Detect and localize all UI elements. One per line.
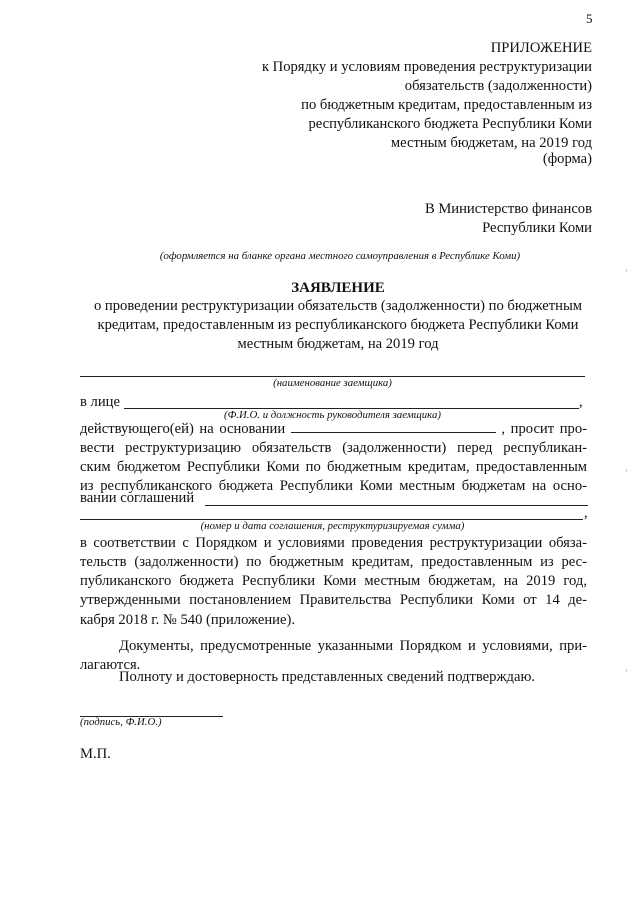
document-subtitle [0,297,640,354]
agreements-line-1[interactable] [205,505,588,506]
appendix-line-3: обязательств (задолженности) [404,78,592,94]
appendix-line-5: республиканского бюджета Республики Коми [308,116,592,132]
seal-label: М.П. [80,746,111,762]
docs-line-2: лагаются. [80,657,141,673]
form-label: (форма) [542,151,592,167]
person-comma: , [579,394,583,410]
signature-caption: (подпись, Ф.И.О.) [80,716,162,728]
docs-line-1: Документы, предусмотренные указанными Порядком и условиями, при- [119,638,587,654]
page-number: 5 [586,11,593,26]
person-prefix: в лице [80,394,120,410]
appendix-header [172,39,592,153]
body2-line-2: тельств (задолженности) по бюджетным кредитам, предоставленным из рес- [80,554,587,570]
body1-line-4: из республиканского бюджета Республики Коми местным бюджетам на осно- [80,478,587,494]
addressee-line-2: Республики Коми [482,220,592,236]
appendix-line-4: по бюджетным кредитам, предоставленным из [301,97,592,113]
addressee [292,200,592,238]
body1-line-5: вании соглашений [80,490,195,506]
body2-line-4: утвержденными постановлением Правительства Республики Коми от 14 де- [80,592,587,608]
agreements-comma: , [584,505,588,521]
body1-line-2: вести реструктуризацию обязательств (задолженности) перед республикан- [80,440,587,456]
body2-line-3: публиканского бюджета Республики Коми местным бюджетам, на 2019 год, [80,573,587,589]
subtitle-line-2: кредитам, предоставленным из республиканского бюджета Республики Коми [97,317,579,333]
body1-line-3: ским бюджетом Республики Коми по бюджетным кредитам, предоставленным [80,459,587,475]
agreement-caption: (номер и дата соглашения, реструктуризируемая сумма) [200,520,465,532]
subtitle-line-3: местным бюджетам, на 2019 год [237,336,439,352]
appendix-line-1: ПРИЛОЖЕНИЕ [490,40,592,56]
appendix-line-6: местным бюджетам, на 2019 год [390,135,592,151]
body2-line-5: кабря 2018 г. № 540 (приложение). [80,612,295,628]
scan-mark: ' [626,268,628,278]
appendix-line-2: к Порядку и условиям проведения реструктуризации [261,59,592,75]
body2-line-1: в соответствии с Порядком и условиями проведения реструктуризации обяза- [80,535,587,551]
subtitle-line-1: о проведении реструктуризации обязательств (задолженности) по бюджетным [93,298,583,314]
scan-mark: ' [626,468,628,478]
scan-mark: ' [626,668,628,678]
document-title: ЗАЯВЛЕНИЕ [291,280,385,296]
person-caption: (Ф.И.О. и должность руководителя заемщика) [224,409,441,421]
body1-line-1: действующего(ей) на основании , просит про- [80,421,587,437]
blank-note: (оформляется на бланке органа местного самоуправления в Республике Коми) [159,250,521,262]
borrower-caption: (наименование заемщика) [273,377,392,389]
addressee-line-1: В Министерство финансов [424,201,592,217]
confirm-line: Полноту и достоверность представленных сведений подтверждаю. [119,669,535,685]
basis-field[interactable] [291,431,496,433]
